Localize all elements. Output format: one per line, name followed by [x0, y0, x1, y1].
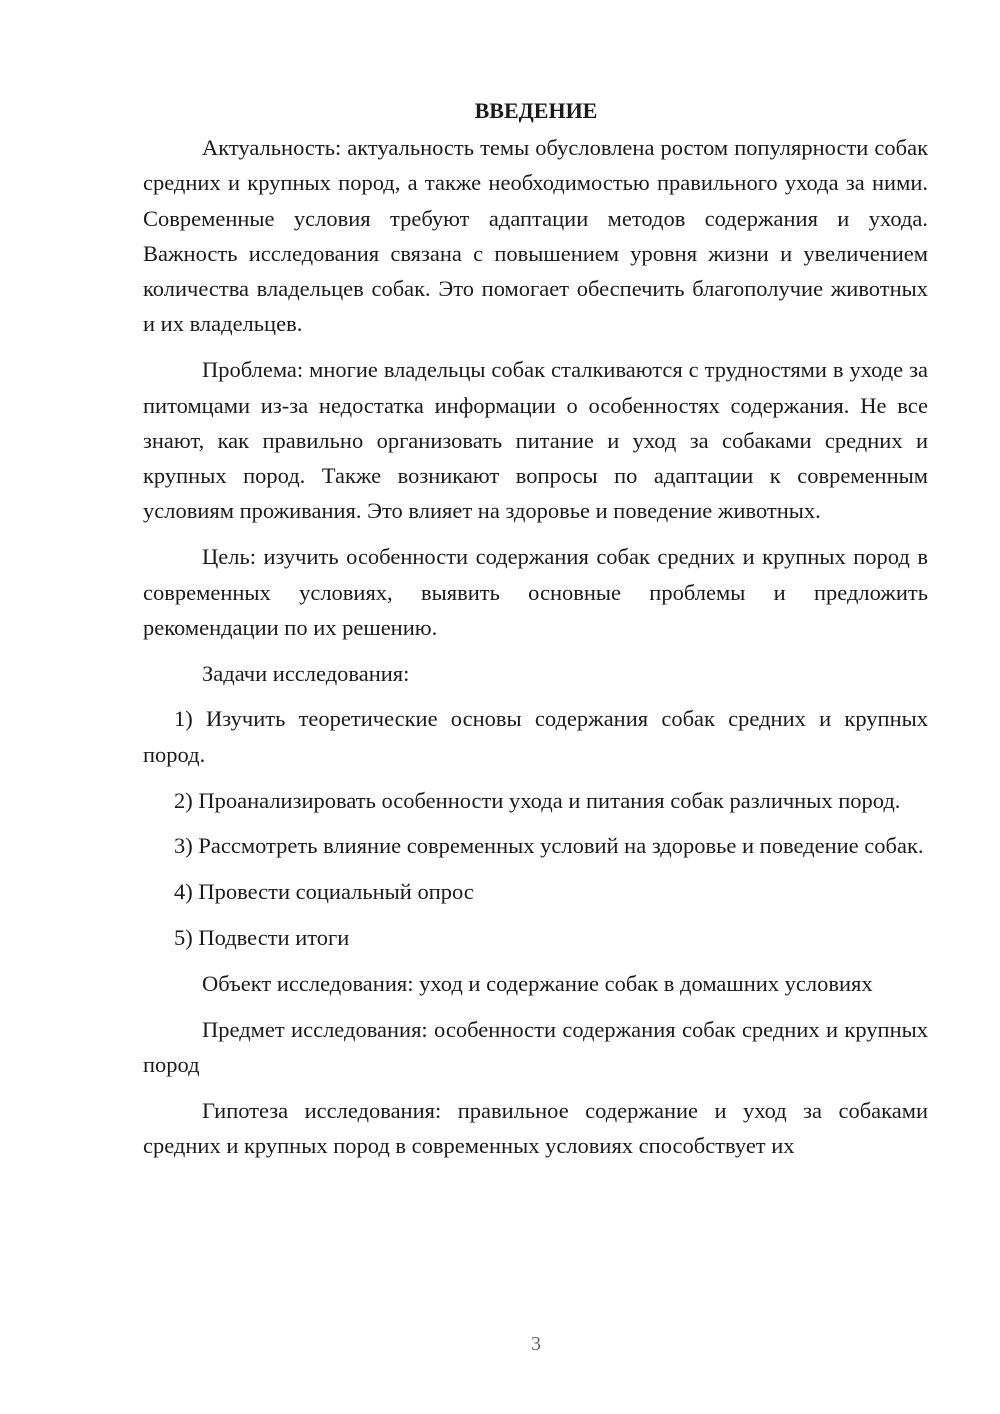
task-item-4: 4) Провести социальный опрос: [174, 879, 474, 905]
task-item-1: 1) Изучить теоретические основы содержания собак средних и крупных пород.: [143, 706, 928, 767]
document-page: [143, 96, 928, 1174]
paragraph-subject: Предмет исследования: особенности содержания собак средних и крупных пород: [143, 1016, 928, 1077]
tasks-heading: Задачи исследования:: [202, 660, 410, 686]
task-item-3: 3) Рассмотреть влияние современных условий на здоровье и поведение собак.: [174, 833, 924, 859]
paragraph-goal: Цель: изучить особенности содержания собак средних и крупных пород в современных условиях, выявить основные проблемы и предложить рекомендации по их решению.: [143, 544, 928, 640]
task-item-5: 5) Подвести итоги: [174, 924, 350, 950]
paragraph-relevance: Актуальность: актуальность темы обусловлена ростом популярности собак средних и крупных пород, а также необходимостью правильного ухода за ними. Современные условия требуют адаптации методов содержания и ухода. Важность исследования связана с повышением уровня жизни и увеличением количества владельцев собак. Это помогает обеспечить благополучие животных и их владельцев.: [143, 135, 928, 337]
paragraph-problem: Проблема: многие владельцы собак сталкиваются с трудностями в уходе за питомцами из-за недостатка информации о особенностях содержания. Не все знают, как правильно организовать питание и уход за собаками средних и крупных пород. Также возникают вопросы по адаптации к современным условиям проживания. Это влияет на здоровье и поведение животных.: [143, 357, 928, 524]
task-item-2: 2) Проанализировать особенности ухода и питания собак различных пород.: [174, 787, 901, 813]
paragraph-object: Объект исследования: уход и содержание собак в домашних условиях: [202, 970, 873, 996]
section-title: ВВЕДЕНИЕ: [474, 98, 598, 123]
page-number: 3: [531, 1333, 541, 1355]
paragraph-hypothesis: Гипотеза исследования: правильное содержание и уход за собаками средних и крупных пород в современных условиях способствует их: [143, 1097, 928, 1158]
